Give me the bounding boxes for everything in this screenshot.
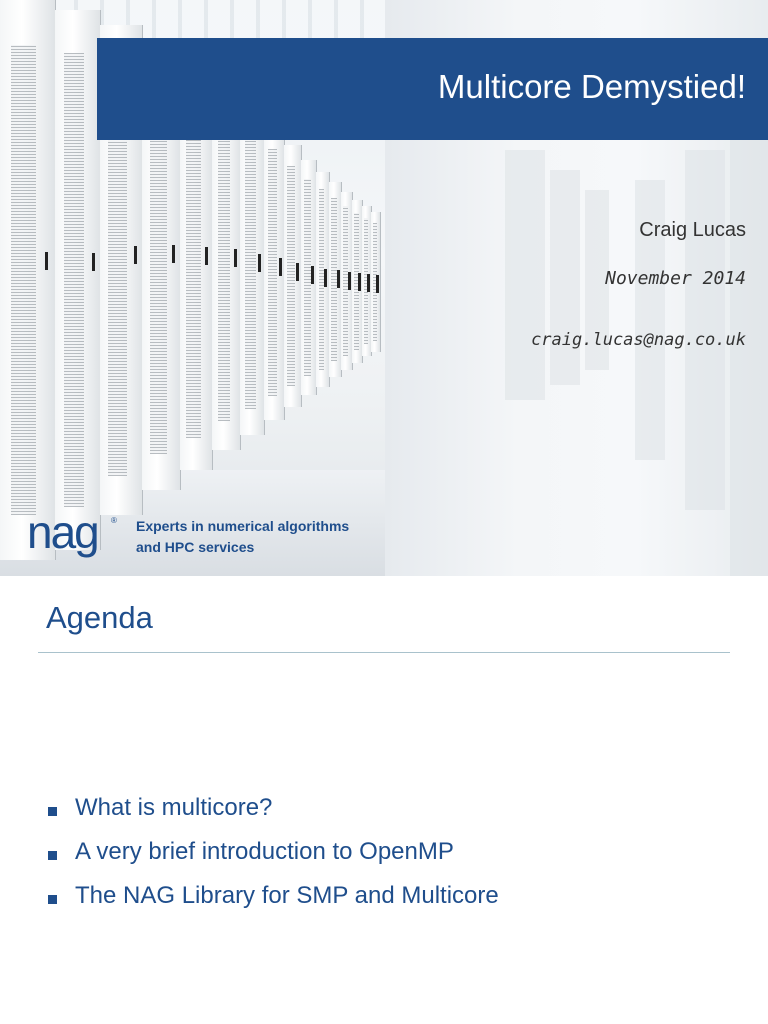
slide-title: Multicore Demystied! [437,68,746,105]
author-name: Craig Lucas [639,219,746,241]
square-bullet-icon [48,895,57,904]
tagline-line-2: and HPC services [136,539,255,555]
agenda-heading: Agenda [46,600,153,635]
nag-logo [27,510,127,566]
svg-text:®: ® [111,516,117,525]
heading-divider [38,652,730,653]
title-band [97,38,768,140]
nag-logo-text: nag [27,510,98,558]
tagline-line-1: Experts in numerical algorithms [136,518,350,534]
nag-tagline [136,516,349,558]
author-email: craig.lucas@nag.co.uk [531,330,746,350]
square-bullet-icon [48,851,57,860]
agenda-slide [0,576,768,1024]
square-bullet-icon [48,807,57,816]
agenda-item-text: A very brief introduction to OpenMP [75,838,454,865]
agenda-item-text: The NAG Library for SMP and Multicore [75,882,499,909]
agenda-item-text: What is multicore? [75,794,273,821]
presentation-date: November 2014 [605,268,746,289]
